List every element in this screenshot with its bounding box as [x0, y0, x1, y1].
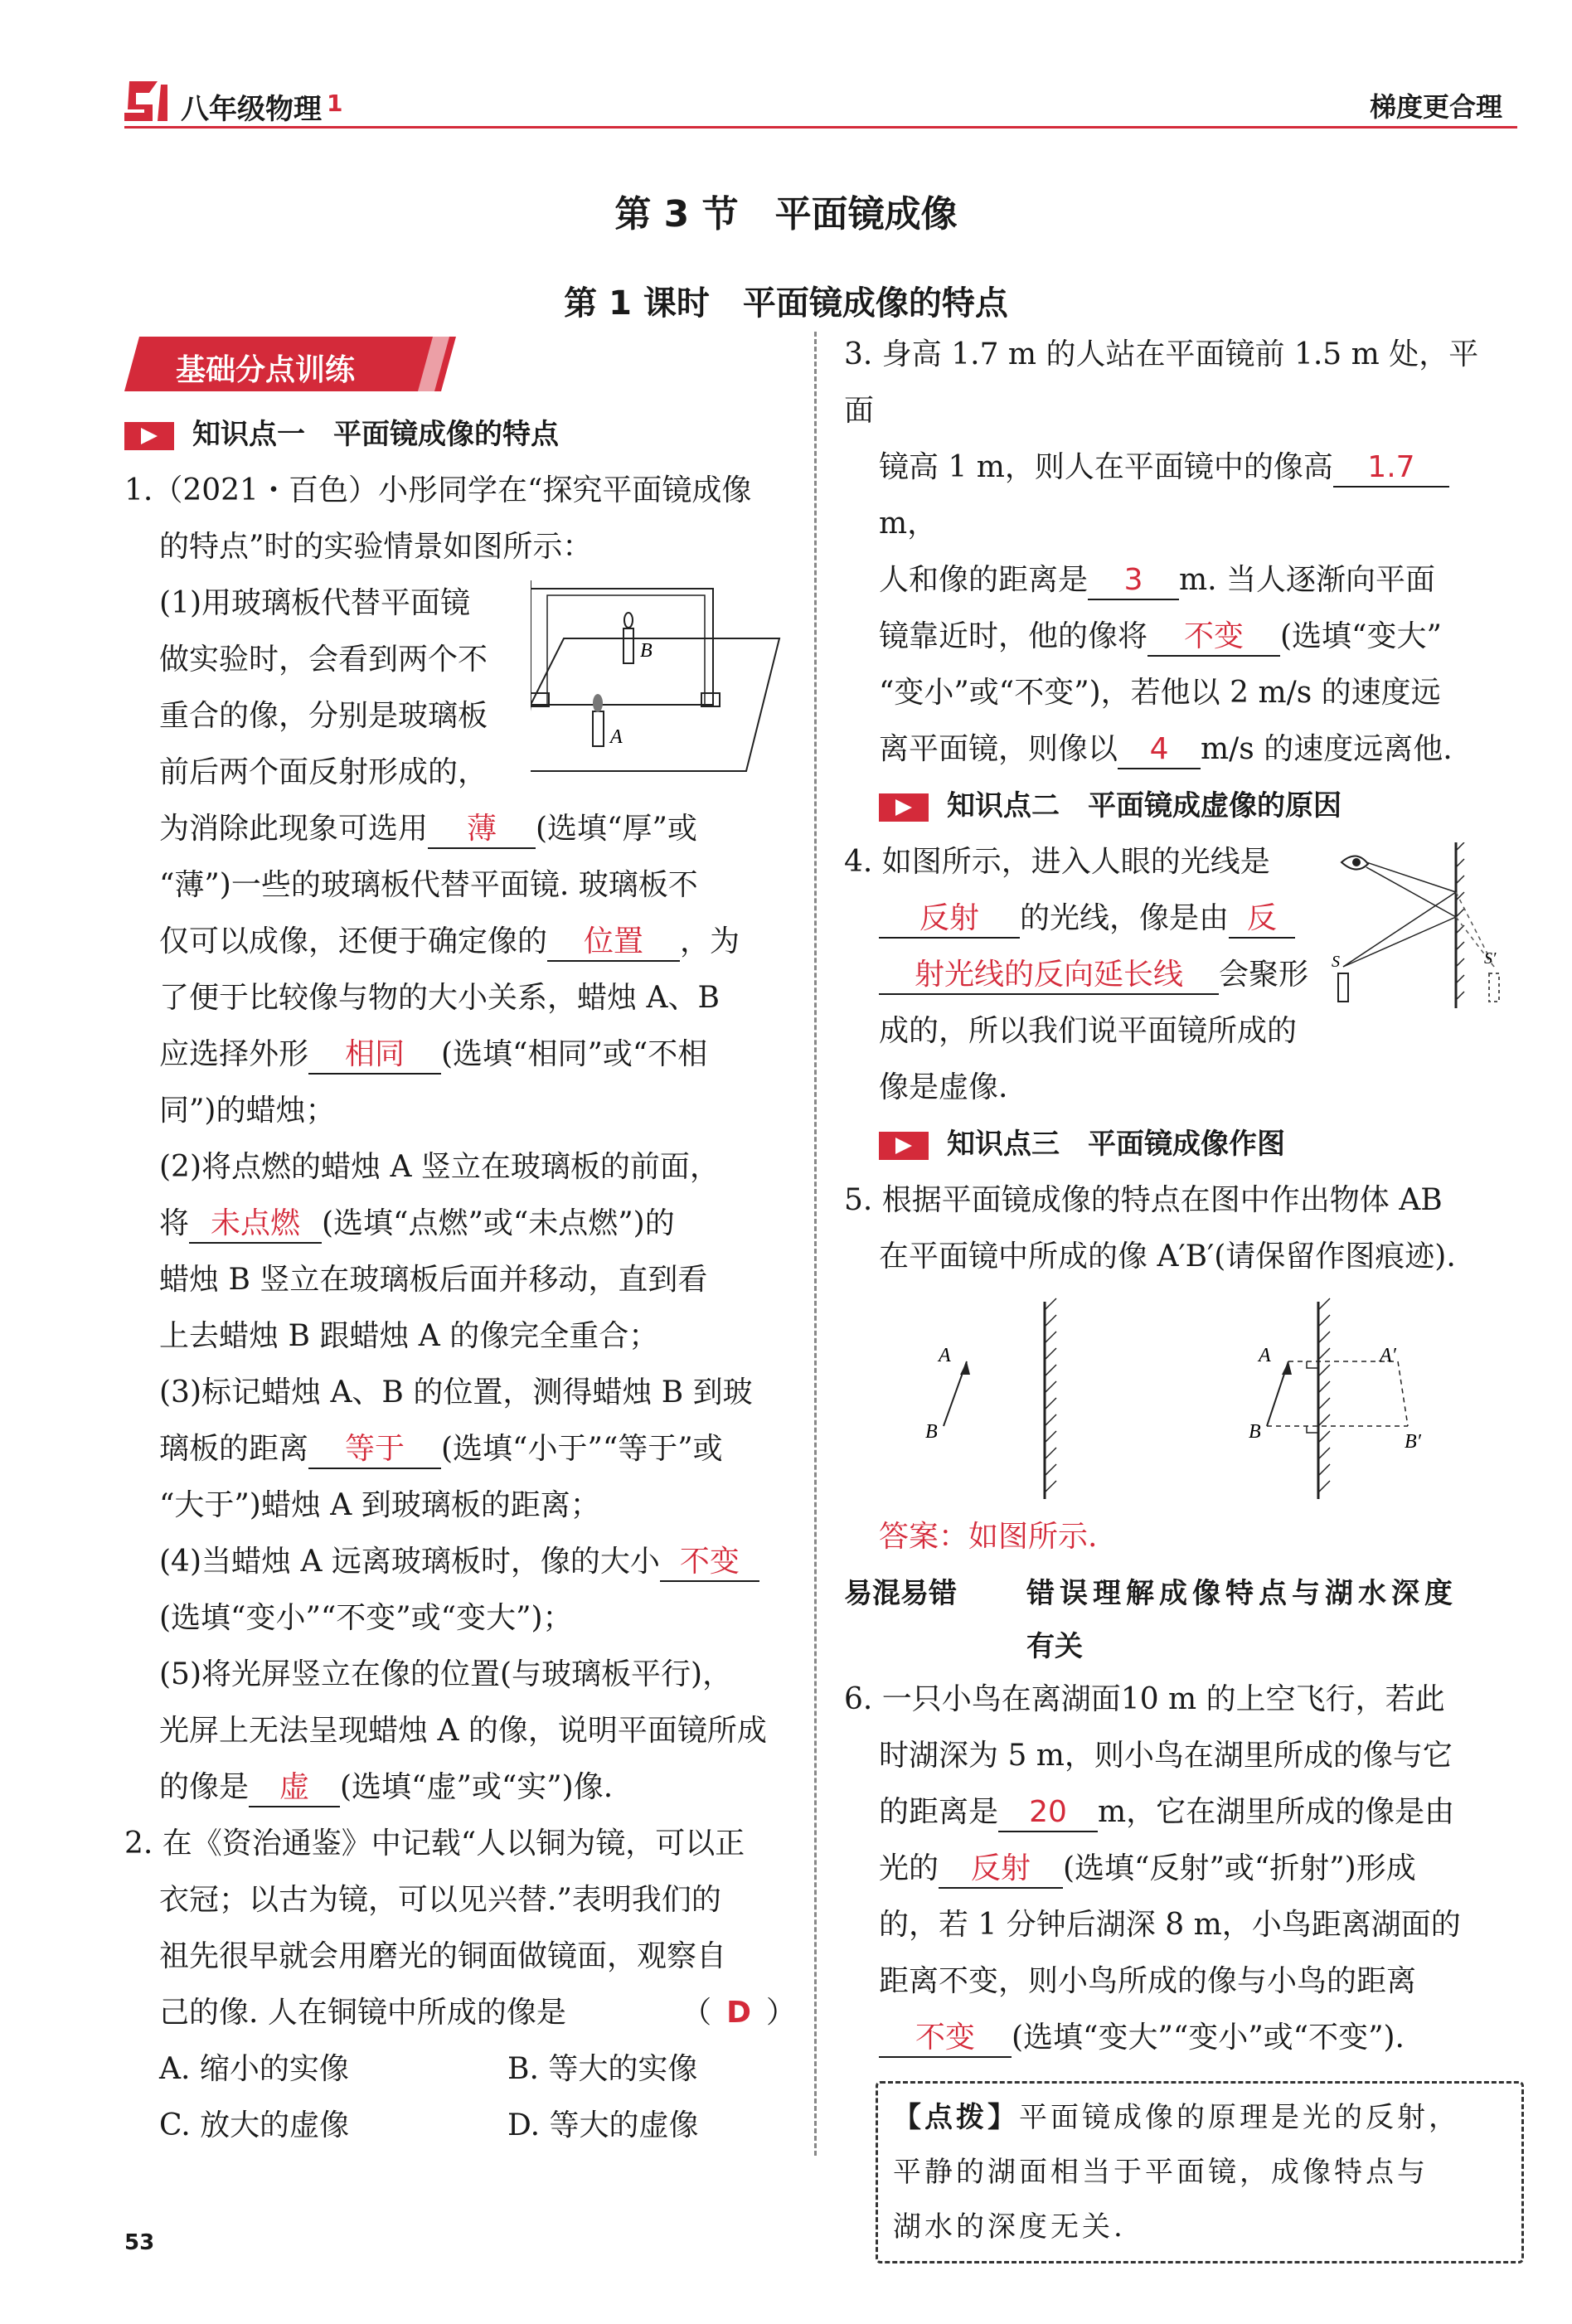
text: 仅可以成像，还便于确定像的 — [159, 924, 548, 958]
q2-line: 2. 在《资治通鉴》中记载“人以铜为镜，可以正 — [124, 1827, 745, 1861]
fig-a-left: A — [939, 1345, 951, 1366]
text: 离平面镜，则像以 — [879, 732, 1118, 766]
brand-logo — [124, 76, 171, 126]
text: 人和像的距离是 — [879, 563, 1089, 597]
q3-line: 3. 身高 1.7 m 的人站在平面镜前 1.5 m 处，平面 — [844, 337, 1479, 428]
fig-label-a: A — [610, 726, 623, 748]
answer-equal: 等于 — [308, 1431, 441, 1469]
q1-p1-line: 同”)的蜡烛； — [159, 1094, 336, 1128]
q1-p5-line: 光屏上无法呈现蜡烛 A 的像，说明平面镜所成 — [159, 1714, 767, 1748]
fig-a-prime: A′ — [1380, 1345, 1396, 1366]
q6-fill — [844, 1784, 1507, 1841]
text: 将 — [159, 1206, 190, 1240]
tip-box — [876, 2081, 1524, 2263]
text: 会聚形 — [1219, 958, 1309, 992]
q2-options-row — [124, 2041, 796, 2098]
text: 光的 — [879, 1851, 939, 1885]
answer-speed: 4 — [1118, 731, 1201, 769]
q1-p2-line: 蜡烛 B 竖立在玻璃板后面并移动，直到看 — [159, 1263, 708, 1297]
text: 为消除此现象可选用 — [159, 812, 429, 846]
text: 镜靠近时，他的像将 — [879, 619, 1148, 653]
q4-block — [844, 834, 1507, 1116]
answer-unlit: 未点燃 — [189, 1206, 322, 1244]
q5-line: 在平面镜中所成的像 A′B′(请保留作图痕迹). — [879, 1240, 1456, 1274]
q1-p5-fill — [124, 1759, 796, 1816]
fig-label-s-prime: S′ — [1484, 949, 1497, 968]
section-banner — [124, 337, 456, 391]
right-column — [844, 327, 1507, 2263]
q2-answer-bracket: （ D ） — [682, 1996, 796, 2030]
text: (选填“变大” — [1280, 619, 1442, 653]
option-d[interactable]: D. 等大的虚像 — [507, 2108, 699, 2142]
text: m. 当人逐渐向平面 — [1179, 563, 1436, 597]
header — [124, 76, 1517, 134]
section-title: 第 3 节 平面镜成像 — [614, 193, 958, 235]
text: (选填“小于”“等于”或 — [441, 1432, 723, 1466]
confusion-tag: 易混易错 — [844, 1577, 957, 1610]
q1-p1-line: 重合的像，分别是玻璃板 — [159, 699, 488, 733]
text: 镜高 1 m，则人在平面镜中的像高 — [879, 450, 1333, 484]
text: (选填“点燃”或“未点燃”)的 — [322, 1206, 675, 1240]
q3-fill — [844, 721, 1507, 778]
q1-p5-line: (5)将光屏竖立在像的位置(与玻璃板平行)， — [159, 1657, 733, 1691]
text: 的光线，像是由 — [1020, 901, 1230, 935]
q1-p2-line: 上去蜡烛 B 跟蜡烛 A 的像完全重合； — [159, 1319, 659, 1353]
fig-a-right: A — [1259, 1345, 1271, 1366]
q5-line: 5. 根据平面镜成像的特点在图中作出物体 AB — [844, 1183, 1443, 1217]
tip-line — [893, 2090, 1506, 2145]
answer-reverse-a: 反 — [1229, 900, 1295, 939]
text: 的像是 — [159, 1770, 250, 1804]
q6-line: 的，若 1 分钟后湖深 8 m，小鸟距离湖面的 — [879, 1908, 1461, 1942]
q1-part1-block — [124, 575, 796, 801]
answer-position: 位置 — [547, 924, 680, 962]
q1-p1-line: 了便于比较像与物的大小关系，蜡烛 A、B — [159, 981, 720, 1015]
q1-p1-line: 前后两个面反射形成的， — [159, 755, 488, 789]
text: (选填“反射”或“折射”)形成 — [1063, 1851, 1416, 1885]
kp2-label: 知识点二 平面镜成虚像的原因 — [947, 789, 1342, 822]
text: (选填“相同”或“不相 — [441, 1037, 708, 1071]
text: (选填“厚”或 — [536, 812, 697, 846]
answer-reverse-b: 射光线的反向延长线 — [879, 957, 1219, 995]
q1-intro-1: 1.（2021・百色）小彤同学在“探究平面镜成像 — [124, 473, 752, 507]
q2-line: 衣冠；以古为镜，可以见兴替.”表明我们的 — [159, 1883, 721, 1917]
text: ，为 — [680, 924, 740, 958]
q2-stem-end — [124, 1985, 796, 2041]
q1-p4-fill — [124, 1534, 796, 1590]
q2-answer: D — [726, 1996, 751, 2030]
text: 己的像. 人在铜镜中所成的像是 — [159, 1996, 566, 2030]
text: (4)当蜡烛 A 远离玻璃板时，像的大小 — [159, 1545, 660, 1579]
glass-plate-figure — [531, 580, 788, 788]
q1-p2-fill — [124, 1196, 796, 1252]
answer-unchanged: 不变 — [1147, 619, 1280, 657]
q1-p1-line: (1)用玻璃板代替平面镜 — [159, 586, 470, 620]
knowledge-point-2 — [844, 778, 1507, 834]
answer-image-height: 1.7 — [1333, 449, 1449, 488]
option-b[interactable]: B. 等大的实像 — [507, 2052, 698, 2086]
lesson-title: 第 1 课时 平面镜成像的特点 — [564, 284, 1008, 323]
answer-bird-distance: 20 — [998, 1794, 1098, 1832]
q1-p1-fill-2 — [124, 914, 796, 970]
tip-line: 平静的湖面相当于平面镜，成像特点与 — [893, 2156, 1429, 2189]
column-divider — [814, 332, 817, 2156]
header-slogan: 梯度更合理 — [1369, 91, 1502, 123]
answer-distance: 3 — [1088, 562, 1179, 600]
q2-options-row — [124, 2098, 796, 2154]
text: 的距离是 — [879, 1795, 999, 1829]
knowledge-point-3 — [844, 1116, 1507, 1172]
q1-p3-line: (3)标记蜡烛 A、B 的位置，测得蜡烛 B 到玻 — [159, 1375, 753, 1409]
page-number: 53 — [124, 2230, 155, 2255]
answer-same: 相同 — [308, 1036, 441, 1075]
tip-label: 【点拨】 — [893, 2101, 1019, 2134]
q6-line: 时湖深为 5 m，则小鸟在湖里所成的像与它 — [879, 1739, 1453, 1773]
q4-line: 像是虚像. — [879, 1070, 1008, 1104]
kp1-label: 知识点一 平面镜成像的特点 — [192, 418, 559, 451]
confusion-title: 错误理解成像特点与湖水深度 — [1026, 1577, 1458, 1610]
q6-fill — [844, 2010, 1507, 2066]
q1-p1-line: “薄”)一些的玻璃板代替平面镜. 玻璃板不 — [159, 868, 698, 902]
q4-line: 成的，所以我们说平面镜所成的 — [879, 1014, 1298, 1048]
q1-intro-2: 的特点”时的实验情景如图所示： — [159, 530, 593, 564]
banner-label: 基础分点训练 — [176, 353, 356, 387]
knowledge-point-1 — [124, 406, 796, 463]
play-icon — [879, 1132, 929, 1160]
fig-label-s: S — [1332, 953, 1340, 971]
q1-p4-line: (选填“变小”“不变”或“变大”)； — [159, 1601, 573, 1635]
q3-fill — [844, 439, 1507, 552]
header-rule — [124, 126, 1517, 129]
tip-line: 湖水的深度无关. — [893, 2210, 1126, 2244]
q1-p1-fill-1 — [124, 801, 796, 857]
mirror-drawing-figure — [844, 1285, 1507, 1509]
q4-line: 4. 如图所示，进入人眼的光线是 — [844, 845, 1270, 879]
answer-thin: 薄 — [428, 811, 536, 849]
brand-title: 八年级物理 — [181, 93, 322, 126]
q1-p3-fill — [124, 1421, 796, 1477]
option-c[interactable]: C. 放大的虚像 — [159, 2108, 350, 2142]
confusion-title-2: 有关 — [1026, 1630, 1083, 1663]
text: (选填“虚”或“实”)像. — [340, 1770, 614, 1804]
text: (选填“变大”“变小”或“不变”). — [1012, 2021, 1405, 2055]
fig-b-right: B — [1249, 1421, 1261, 1443]
option-a[interactable]: A. 缩小的实像 — [159, 2052, 349, 2086]
text: 应选择外形 — [159, 1037, 309, 1071]
left-column — [124, 406, 796, 2154]
text: m/s 的速度远离他. — [1201, 732, 1453, 766]
q5-answer: 答案：如图所示. — [879, 1520, 1098, 1554]
answer-unchanged: 不变 — [879, 2020, 1012, 2058]
q2-line: 祖先很早就会用磨光的铜面做镜面，观察自 — [159, 1939, 727, 1973]
fig-b-prime: B′ — [1405, 1431, 1421, 1453]
text: m， — [879, 507, 938, 541]
answer-unchanged: 不变 — [660, 1544, 759, 1582]
q3-line: “变小”或“不变”)，若他以 2 m/s 的速度远 — [879, 676, 1441, 710]
q1-p1-fill-3 — [124, 1026, 796, 1083]
fig-label-b: B — [640, 640, 653, 662]
eye-mirror-figure — [1332, 842, 1506, 1016]
brand-volume: 1 — [327, 90, 343, 117]
text: 平面镜成像的原理是光的反射， — [1019, 2101, 1460, 2134]
confusion-heading — [844, 1565, 1507, 1622]
play-icon — [124, 422, 174, 450]
answer-reflection: 反射 — [939, 1851, 1063, 1889]
answer-reflected: 反射 — [879, 900, 1020, 939]
q3-fill — [844, 609, 1507, 665]
kp3-label: 知识点三 平面镜成像作图 — [947, 1128, 1285, 1161]
text: m，它在湖里所成的像是由 — [1098, 1795, 1455, 1829]
text: 璃板的距离 — [159, 1432, 309, 1466]
q1-p2-line: (2)将点燃的蜡烛 A 竖立在玻璃板的前面， — [159, 1150, 720, 1184]
q6-line: 6. 一只小鸟在离湖面10 m 的上空飞行，若此 — [844, 1682, 1445, 1716]
q6-line: 距离不变，则小鸟所成的像与小鸟的距离 — [879, 1964, 1417, 1998]
answer-virtual: 虚 — [249, 1769, 340, 1807]
q1-p1-line: 做实验时，会看到两个不 — [159, 643, 488, 677]
q3-fill — [844, 552, 1507, 609]
fig-b-left: B — [925, 1421, 938, 1443]
q1-p3-line: “大于”)蜡烛 A 到玻璃板的距离； — [159, 1488, 600, 1522]
play-icon — [879, 793, 929, 822]
q6-fill — [844, 1841, 1507, 1897]
